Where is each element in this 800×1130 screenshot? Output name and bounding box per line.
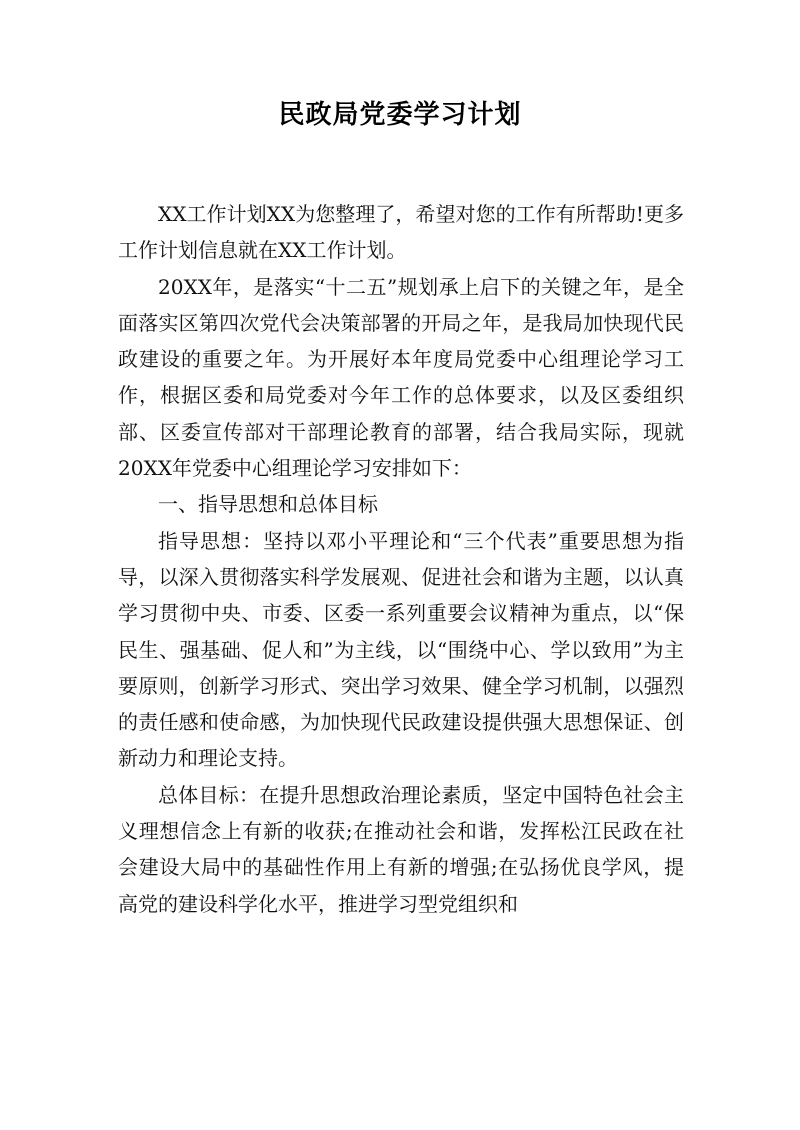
paragraph-guiding-ideology: 指导思想：坚持以邓小平理论和“三个代表”重要思想为指导，以深入贯彻落实科学发展观、促进社会和谐为主题，以认真学习贯彻中央、市委、区委一系列重要会议精神为重点，以“保民生、强基础、促人和”为主线，以“围绕中心、学以致用”为主要原则，创新学习形式、突出学习效果、健全学习机制，以强烈的责任感和使命感，为加快现代民政建设提供强大思想保证、创新动力和理论支持。 xyxy=(118,528,684,771)
section-heading-1: 一、指导思想和总体目标 xyxy=(158,492,378,517)
paragraph-intro: XX工作计划XX为您整理了，希望对您的工作有所帮助!更多工作计划信息就在XX工作计划。 xyxy=(118,202,684,263)
document-title: 民政局党委学习计划 xyxy=(278,100,522,130)
paragraph-overall-goals: 总体目标：在提升思想政治理论素质，坚定中国特色社会主义理想信念上有新的收获;在推动社会和谐，发挥松江民政在社会建设大局中的基础性作用上有新的增强;在弘扬优良学风，提高党的建设科学化水平，推进学习型党组织和 xyxy=(118,782,684,916)
document-body xyxy=(118,196,684,922)
paragraph-background: 20XX年，是落实“十二五”规划承上启下的关键之年，是全面落实区第四次党代会决策部署的开局之年，是我局加快现代民政建设的重要之年。为开展好本年度局党委中心组理论学习工作，根据区委和局党委对今年工作的总体要求，以及区委组织部、区委宣传部对干部理论教育的部署，结合我局实际，现就20XX年党委中心组理论学习安排如下： xyxy=(118,274,684,481)
